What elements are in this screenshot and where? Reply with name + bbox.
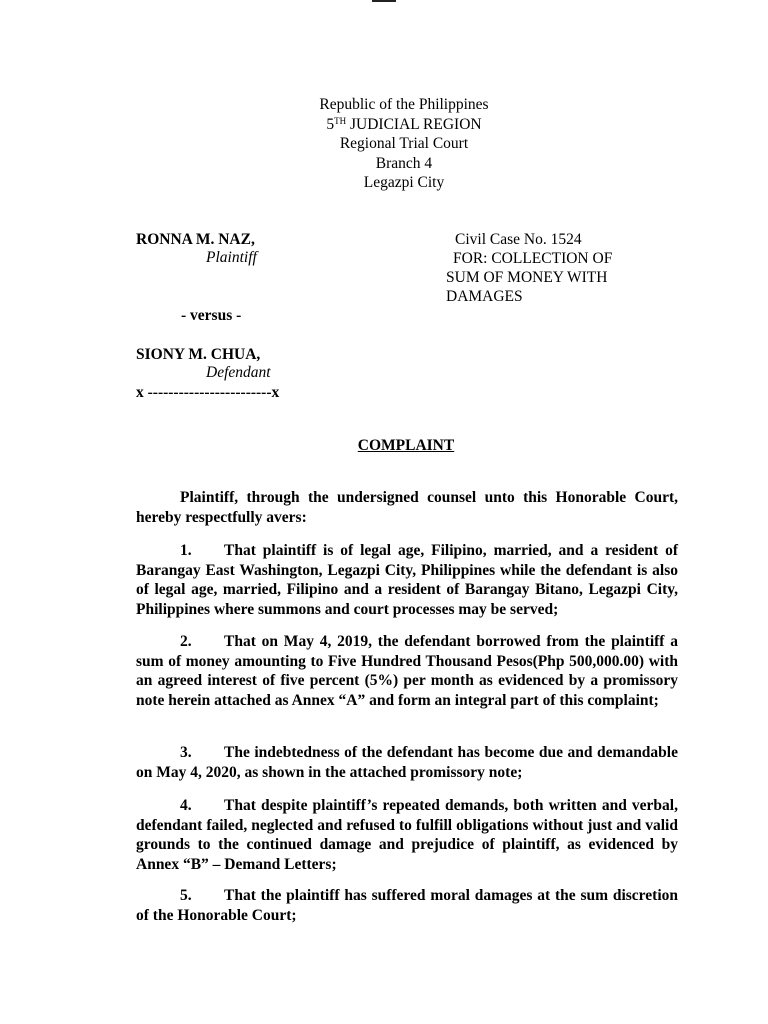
city-line: Legazpi City	[363, 174, 445, 191]
region-text: JUDICIAL REGION	[346, 115, 482, 133]
paragraph-number: 2.	[180, 633, 192, 650]
case-nature-line2: SUM OF MONEY WITH	[446, 269, 608, 286]
paragraph-number: 3.	[180, 744, 192, 761]
branch-line: Branch 4	[375, 154, 433, 172]
paragraph-number: 4.	[180, 797, 192, 814]
allegation-paragraph-1	[136, 541, 678, 619]
republic-line: Republic of the Philippines	[319, 96, 489, 113]
caption-separator: x ------------------------x	[136, 384, 280, 401]
page-top-mark	[372, 0, 396, 2]
defendant-name: SIONY M. CHUA,	[136, 346, 261, 363]
allegation-paragraph-4	[136, 796, 678, 874]
allegation-paragraph-2	[136, 632, 678, 710]
paragraph-text: That on May 4, 2019, the defendant borrowed from the plaintiff a sum of money amounting to Five Hundred Thousand Pesos(Php 500,000.00) with an agreed interest of five percent (5%) per month as evidenced by a promissory note herein attached as Annex “A” and form an integral part of this complaint;	[136, 633, 678, 709]
region-suffix: TH	[334, 115, 347, 126]
paragraph-text: That the plaintiff has suffered moral damages at the sum discretion of the Honorable Court;	[136, 887, 678, 924]
case-number: Civil Case No. 1524	[455, 231, 582, 248]
paragraph-text: The indebtedness of the defendant has become due and demandable on May 4, 2020, as shown in the attached promissory note;	[136, 744, 678, 781]
region-line	[0, 115, 768, 135]
case-nature-line3: DAMAGES	[446, 288, 523, 305]
paragraph-number: 5.	[180, 887, 192, 904]
paragraph-text: That plaintiff is of legal age, Filipino, married, and a resident of Barangay East Washington, Legazpi City, Philippines while the defendant is also of legal age, married, Filipino and a resident of Barangay Bitano, Legazpi City, Philippines where summons and court processes may be served;	[136, 542, 678, 618]
plaintiff-name: RONNA M. NAZ,	[136, 231, 255, 248]
court-header	[0, 95, 768, 193]
court-line: Regional Trial Court	[339, 135, 469, 152]
document-title: COMPLAINT	[357, 437, 455, 454]
versus-label: - versus -	[181, 307, 242, 324]
case-nature-line1: FOR: COLLECTION OF	[453, 250, 613, 267]
intro-paragraph: Plaintiff, through the undersigned counsel unto this Honorable Court, hereby respectfully avers:	[136, 489, 678, 526]
region-number: 5	[326, 115, 335, 133]
allegation-paragraph-5	[136, 886, 678, 925]
allegation-paragraph-3	[136, 743, 678, 782]
paragraph-text: That despite plaintiff’s repeated demands, both written and verbal, defendant failed, neglected and refused to fulfill obligations without just and valid grounds to the continued damage and prejudice of plaintiff, as evidenced by Annex “B” – Demand Letters;	[136, 797, 678, 873]
paragraph-number: 1.	[180, 542, 192, 559]
plaintiff-role: Plaintiff	[206, 249, 257, 266]
defendant-role: Defendant	[206, 364, 271, 381]
